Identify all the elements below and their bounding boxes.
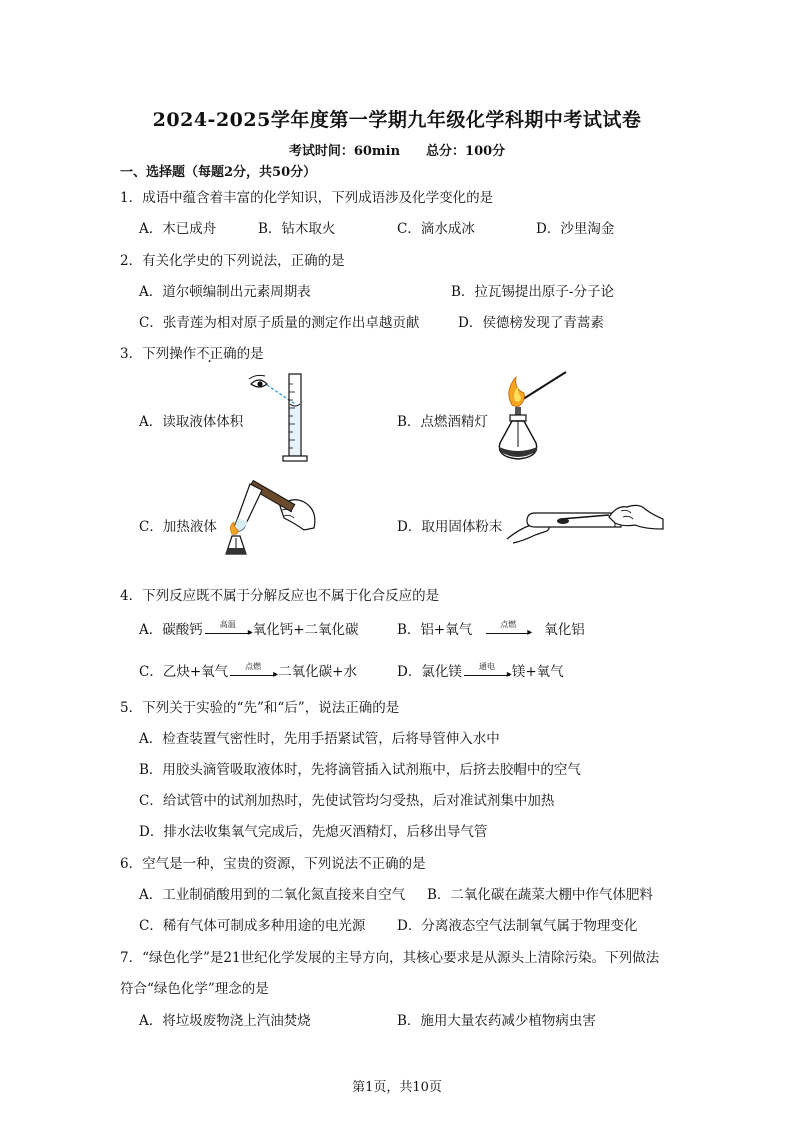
q4-option-a-label: A． bbox=[139, 622, 163, 638]
eye-icon bbox=[249, 375, 267, 387]
page-title: 2024-2025学年度第一学期九年级化学科期中考试试卷 bbox=[152, 109, 642, 131]
q5-option-b[interactable]: B．用胶头滴管吸取液体时，先将滴管插入试剂瓶中，后挤去胶帽中的空气 bbox=[139, 762, 581, 778]
q4-a-products: 氧化钙+二氧化碳 bbox=[252, 622, 359, 638]
q2-option-b[interactable]: B．拉瓦锡提出原子-分子论 bbox=[451, 284, 614, 300]
reaction-arrow: 高温 ▸ bbox=[205, 624, 251, 638]
page-number: 第1页，共10页 bbox=[352, 1080, 442, 1095]
q3-option-d[interactable]: D．取用固体粉末 bbox=[397, 519, 503, 535]
reaction-condition: 通电 bbox=[478, 661, 495, 671]
reaction-arrow: 点燃 ▸ bbox=[486, 624, 530, 638]
q4-d-products: 镁+氧气 bbox=[511, 664, 564, 680]
q4-a-reactants: 碳酸钙 bbox=[162, 622, 203, 638]
q3-option-b[interactable]: B．点燃酒精灯 bbox=[397, 414, 488, 430]
question-6-stem: 6．空气是一种，宝贵的资源，下列说法不正确的是 bbox=[120, 856, 426, 872]
q4-d-reactants: 氯化镁 bbox=[421, 664, 462, 680]
reaction-condition: 高温 bbox=[219, 619, 236, 629]
reaction-arrow: 点燃 ▸ bbox=[230, 666, 276, 680]
q6-option-b[interactable]: B．二氧化碳在蔬菜大棚中作气体肥料 bbox=[427, 887, 653, 903]
exam-info: 考试时间：60min 总分：100分 bbox=[288, 144, 506, 159]
q4-b-reactants: 铝+氧气 bbox=[420, 622, 473, 638]
q2-option-a[interactable]: A．道尔顿编制出元素周期表 bbox=[139, 284, 311, 300]
q5-option-c[interactable]: C．给试管中的试剂加热时，先使试管均匀受热，后对准试剂集中加热 bbox=[139, 793, 555, 809]
solid-powder-illustration bbox=[505, 495, 665, 545]
q4-option-b-label: B． bbox=[397, 622, 421, 638]
q3-option-a[interactable]: A．读取液体体积 bbox=[139, 414, 244, 430]
q4-option-d-label: D． bbox=[397, 664, 422, 680]
q6-option-a[interactable]: A．工业制硝酸用到的二氧化氮直接来自空气 bbox=[139, 887, 406, 903]
q1-option-d[interactable]: D．沙里淘金 bbox=[536, 221, 615, 237]
reaction-condition: 点燃 bbox=[245, 661, 262, 671]
question-4-stem: 4．下列反应既不属于分解反应也不属于化合反应的是 bbox=[120, 588, 440, 604]
question-7-stem-cont: 符合“绿色化学”理念的是 bbox=[120, 981, 269, 997]
alcohol-lamp-illustration bbox=[490, 367, 580, 467]
reaction-arrow: 通电 ▸ bbox=[464, 666, 510, 680]
q4-b-products: 氧化铝 bbox=[544, 622, 585, 638]
q7-option-a[interactable]: A．将垃圾废物浇上汽油焚烧 bbox=[139, 1013, 311, 1029]
q2-option-c[interactable]: C．张青莲为相对原子质量的测定作出卓越贡献 bbox=[139, 315, 420, 331]
q4-option-c[interactable] bbox=[139, 660, 357, 680]
q2-option-d[interactable]: D．侯德榜发现了青蒿素 bbox=[458, 315, 604, 331]
q3-stem-pre: 3．下列操作 bbox=[120, 346, 197, 362]
section-heading: 一、选择题（每题2分，共50分） bbox=[120, 165, 317, 180]
q1-option-a[interactable]: A．木已成舟 bbox=[139, 221, 217, 237]
q3-emphasis-dots: 不正 bbox=[196, 346, 224, 362]
q4-option-b[interactable] bbox=[397, 618, 585, 638]
q7-option-b[interactable]: B．施用大量农药减少植物病虫害 bbox=[397, 1013, 596, 1029]
question-2-stem: 2．有关化学史的下列说法，正确的是 bbox=[120, 253, 345, 269]
q4-c-products: 二氧化碳+水 bbox=[278, 664, 357, 680]
q1-option-c[interactable]: C．滴水成冰 bbox=[397, 221, 475, 237]
question-1-stem: 1．成语中蕴含着丰富的化学知识，下列成语涉及化学变化的是 bbox=[120, 190, 494, 206]
q3-option-c[interactable]: C．加热液体 bbox=[139, 519, 217, 535]
q5-option-d[interactable]: D．排水法收集氧气完成后，先熄灭酒精灯，后移出导气管 bbox=[139, 824, 488, 840]
q1-option-b[interactable]: B．钻木取火 bbox=[258, 221, 336, 237]
graduated-cylinder-illustration bbox=[245, 370, 325, 465]
q5-option-a[interactable]: A．检查装置气密性时，先用手捂紧试管，后将导管伸入水中 bbox=[139, 731, 500, 747]
q4-option-d[interactable] bbox=[397, 660, 564, 680]
question-3-stem bbox=[120, 342, 264, 362]
question-7-stem: 7．“绿色化学”是21世纪化学发展的主导方向，其核心要求是从源头上清除污染。下列做法 bbox=[120, 950, 660, 966]
q4-c-reactants: 乙炔+氧气 bbox=[162, 664, 229, 680]
reaction-condition: 点燃 bbox=[500, 619, 517, 629]
q6-option-c[interactable]: C．稀有气体可制成多种用途的电光源 bbox=[139, 918, 366, 934]
question-5-stem: 5．下列关于实验的“先”和“后”，说法正确的是 bbox=[120, 700, 400, 716]
q4-option-a[interactable] bbox=[139, 618, 359, 638]
q6-option-d[interactable]: D．分离液态空气法制氧气属于物理变化 bbox=[397, 918, 638, 934]
heating-liquid-illustration bbox=[222, 478, 322, 560]
q4-option-c-label: C． bbox=[139, 664, 163, 680]
q3-stem-post: 确的是 bbox=[223, 346, 264, 362]
